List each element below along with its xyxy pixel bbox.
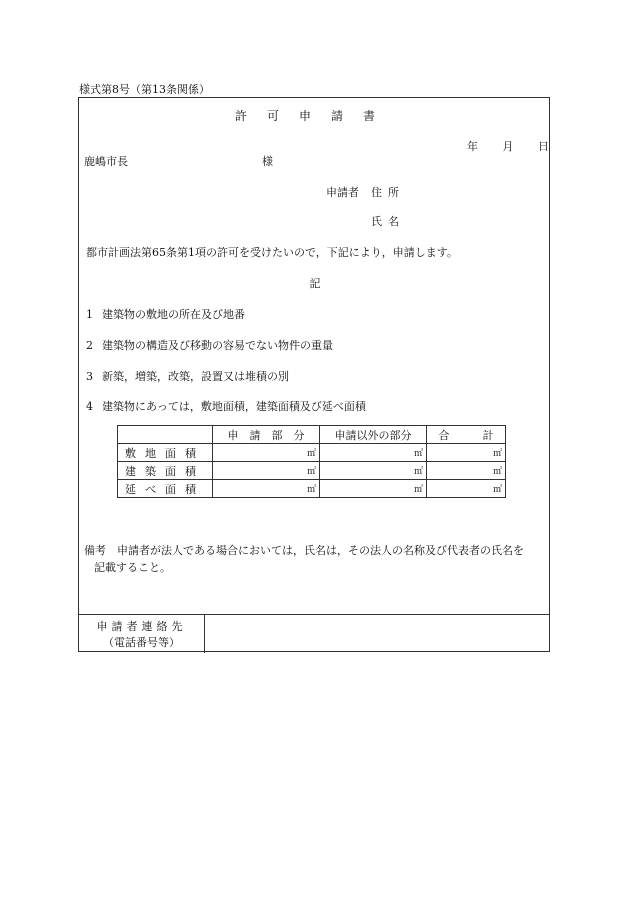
- table-header-cell: [118, 426, 213, 444]
- application-statement: 都市計画法第65条第1項の許可を受けたいので，下記により，申請します。: [86, 246, 458, 259]
- table-header-cell: 申 請 部 分: [213, 426, 320, 444]
- table-header-cell: 申請以外の部分: [320, 426, 427, 444]
- form-number: 様式第8号（第13条関係）: [79, 83, 210, 96]
- item-text: 新築，増築，改築，設置又は堆積の別: [102, 370, 289, 383]
- area-cell[interactable]: ㎡: [213, 480, 320, 498]
- area-cell[interactable]: ㎡: [427, 480, 506, 498]
- area-cell[interactable]: ㎡: [427, 462, 506, 480]
- remarks: [84, 542, 549, 576]
- item-number: 2: [86, 339, 93, 352]
- item-text: 建築物にあっては，敷地面積，建築面積及び延べ面積: [102, 400, 366, 413]
- area-cell[interactable]: ㎡: [427, 444, 506, 462]
- application-form: [78, 97, 550, 652]
- addressee: 鹿嶋市長: [84, 155, 128, 168]
- area-cell[interactable]: ㎡: [320, 480, 427, 498]
- date-year-label: 年: [467, 140, 478, 153]
- item-text: 建築物の敷地の所在及び地番: [102, 308, 245, 321]
- area-table: [117, 425, 506, 498]
- contact-label-sub: （電話番号等）: [103, 636, 180, 649]
- item-number: 3: [86, 370, 93, 383]
- table-row: [118, 480, 506, 498]
- table-header-row: [118, 426, 506, 444]
- contact-divider: [204, 615, 205, 653]
- contact-label: [79, 619, 204, 651]
- table-row: [118, 444, 506, 462]
- row-label: 延べ面積: [118, 480, 213, 498]
- area-cell[interactable]: ㎡: [213, 444, 320, 462]
- remarks-line: 記載すること。: [94, 561, 171, 574]
- area-cell[interactable]: ㎡: [320, 462, 427, 480]
- item-1: [86, 306, 245, 322]
- remarks-line: 備考 申請者が法人である場合においては，氏名は，その法人の名称及び代表者の氏名を: [84, 544, 524, 557]
- area-cell[interactable]: ㎡: [320, 444, 427, 462]
- item-number: 1: [86, 308, 93, 321]
- date-month-label: 月: [502, 140, 514, 153]
- item-text: 建築物の構造及び移動の容易でない物件の重量: [102, 339, 333, 352]
- form-title: 許可申請書: [234, 109, 395, 123]
- item-number: 4: [86, 400, 93, 413]
- item-4: [86, 398, 366, 414]
- item-2: [86, 337, 333, 353]
- date-line: [467, 138, 549, 154]
- applicant-name-label: 氏名: [371, 215, 405, 228]
- area-cell[interactable]: ㎡: [213, 462, 320, 480]
- item-3: [86, 368, 289, 384]
- note-heading: 記: [309, 277, 321, 290]
- row-label: 敷地面積: [118, 444, 213, 462]
- honorific: 様: [262, 155, 273, 168]
- contact-label-line: 申請者連絡先: [96, 620, 187, 633]
- table-header-cell: 合 計: [427, 426, 506, 444]
- applicant-label: 申請者: [326, 186, 359, 199]
- row-label: 建築面積: [118, 462, 213, 480]
- date-day-label: 日: [538, 140, 549, 153]
- contact-row: [79, 614, 549, 653]
- applicant-address-label: 住所: [371, 186, 405, 199]
- table-row: [118, 462, 506, 480]
